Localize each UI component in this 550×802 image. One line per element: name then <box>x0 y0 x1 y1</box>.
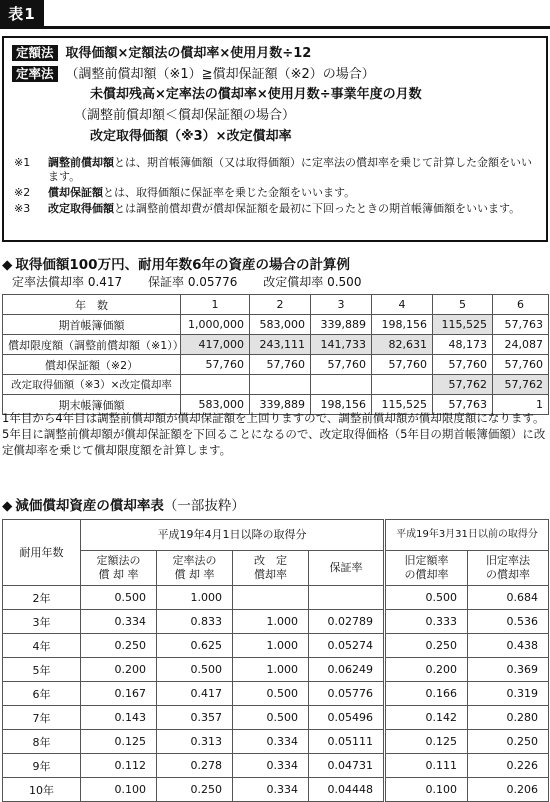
table-row <box>3 706 549 730</box>
value-cell <box>181 375 250 395</box>
note-mark: ※1 <box>14 156 31 169</box>
rate-cell: 0.100 <box>81 778 157 802</box>
value-cell: 57,760 <box>311 355 372 375</box>
column-header <box>314 561 378 575</box>
group-header-row <box>3 520 549 551</box>
rate-cell: 0.05496 <box>309 706 385 730</box>
rate-cell: 0.05274 <box>309 634 385 658</box>
guarantee-rate: 保証率 0.05776 <box>148 275 238 289</box>
header-cell: 4 <box>372 295 433 315</box>
useful-life-cell: 3年 <box>3 610 81 634</box>
value-cell: 198,156 <box>372 315 433 335</box>
column-header-line: 保証率 <box>329 561 363 575</box>
rate-cell <box>233 586 309 610</box>
column-header <box>162 554 227 582</box>
value-cell <box>311 375 372 395</box>
group-header-old: 平成19年3月31日以前の取得分 <box>385 520 549 551</box>
rate-cell: 0.500 <box>157 658 233 682</box>
straight-line-formula <box>12 45 311 62</box>
useful-life-cell: 8年 <box>3 730 81 754</box>
rate-cell: 0.280 <box>468 706 549 730</box>
column-header <box>238 554 303 582</box>
note-text: とは、期首帳簿価額（又は取得価額）に定率法の償却率を乗じて計算した金額をいいます。 <box>48 156 532 183</box>
rate-cell: 0.04448 <box>309 778 385 802</box>
note-3 <box>14 202 538 216</box>
column-header-line: 定額法の 償 却 率 <box>96 554 141 582</box>
group-header-new: 平成19年4月1日以降の取得分 <box>81 520 385 551</box>
rate-summary <box>12 273 383 290</box>
row-label: 償却限度額（調整前償却額（※1）） <box>3 335 181 355</box>
declining-condition-1: （調整前償却額（※1）≧償却保証額（※2）の場合） <box>65 67 375 82</box>
table-row <box>3 586 549 610</box>
table-row <box>3 658 549 682</box>
row-label: 改定取得価額（※3）×改定償却率 <box>3 375 181 395</box>
note-term: 償却保証額 <box>48 186 103 199</box>
table-row <box>3 778 549 802</box>
formula-box <box>2 36 548 242</box>
rate-cell: 0.250 <box>157 778 233 802</box>
rate-cell <box>309 586 385 610</box>
rate-cell: 0.112 <box>81 754 157 778</box>
row-label: 期末帳簿価額 <box>3 395 181 415</box>
table-row <box>3 610 549 634</box>
note-term: 調整前償却額 <box>48 156 114 169</box>
rate-cell: 0.05776 <box>309 682 385 706</box>
section-subtitle: （一部抜粋） <box>163 498 245 514</box>
section-title-rate-table <box>2 494 245 514</box>
rate-cell: 0.536 <box>468 610 549 634</box>
rate-cell: 0.167 <box>81 682 157 706</box>
rate-cell: 0.04731 <box>309 754 385 778</box>
column-header-row <box>3 551 549 586</box>
value-cell: 339,889 <box>250 395 311 415</box>
rate-cell: 0.334 <box>233 730 309 754</box>
value-cell: 583,000 <box>250 315 311 335</box>
calculation-example-table <box>2 294 549 415</box>
rate-cell: 0.625 <box>157 634 233 658</box>
rate-cell: 0.438 <box>468 634 549 658</box>
rate-cell: 0.05111 <box>309 730 385 754</box>
useful-life-cell: 4年 <box>3 634 81 658</box>
section-title-example <box>2 253 350 273</box>
note-1 <box>14 156 538 184</box>
rate-cell: 0.250 <box>385 634 468 658</box>
rate-cell: 1.000 <box>233 610 309 634</box>
explanation-paragraph: 1年目から4年目は調整前償却額が償却保証額を上回りますので、調整前償却額が償却限度額になります。5年目に調整前償却額が償却保証額を下回ることになるので、改定取得価格（5年目の期首帳簿価額）に改定償却率を乗じて償却限度額を計算します。 <box>2 411 546 457</box>
value-cell: 115,525 <box>372 395 433 415</box>
revised-rate: 改定償却率 0.500 <box>263 275 362 289</box>
rate-cell: 1.000 <box>157 586 233 610</box>
table-row <box>3 634 549 658</box>
value-cell: 115,525 <box>433 315 493 335</box>
note-term: 改定取得価額 <box>48 202 114 215</box>
useful-life-cell: 10年 <box>3 778 81 802</box>
diamond-bullet-icon: ◆ <box>2 257 13 273</box>
header-cell: 5 <box>433 295 493 315</box>
rate-cell: 0.200 <box>385 658 468 682</box>
rate-cell: 1.000 <box>233 634 309 658</box>
note-text: とは、取得価額に保証率を乗じた金額をいいます。 <box>103 186 356 199</box>
rate-cell: 0.319 <box>468 682 549 706</box>
value-cell: 82,631 <box>372 335 433 355</box>
rate-cell: 0.125 <box>81 730 157 754</box>
rate-cell: 0.143 <box>81 706 157 730</box>
rate-cell: 0.166 <box>385 682 468 706</box>
value-cell: 583,000 <box>181 395 250 415</box>
rate-cell: 0.369 <box>468 658 549 682</box>
rate-cell: 0.111 <box>385 754 468 778</box>
rate-cell: 0.500 <box>233 706 309 730</box>
value-cell: 57,760 <box>250 355 311 375</box>
rate-cell: 0.357 <box>157 706 233 730</box>
rate-cell: 0.334 <box>233 754 309 778</box>
declining-formula-2: 改定取得価額（※3）×改定償却率 <box>90 129 292 144</box>
note-text: とは調整前償却費が償却保証額を最初に下回ったときの期首帳簿価額をいいます。 <box>114 202 521 215</box>
useful-life-cell: 2年 <box>3 586 81 610</box>
declining-tag: 定率法 <box>12 66 58 82</box>
row-label: 期首帳簿価額 <box>3 315 181 335</box>
table-header <box>0 0 550 28</box>
table-row <box>3 730 549 754</box>
value-cell: 1 <box>493 395 549 415</box>
value-cell: 57,763 <box>493 315 549 335</box>
column-header-line: 改 定 償却率 <box>254 554 287 582</box>
header-rule <box>0 26 550 29</box>
rate-cell: 0.500 <box>385 586 468 610</box>
column-header <box>391 554 462 582</box>
useful-life-cell: 5年 <box>3 658 81 682</box>
declining-rate: 定率法償却率 0.417 <box>12 275 123 289</box>
column-header <box>473 554 543 582</box>
value-cell: 57,760 <box>181 355 250 375</box>
rate-cell: 0.684 <box>468 586 549 610</box>
column-header-line: 定率法の 償 却 率 <box>172 554 217 582</box>
value-cell: 57,760 <box>372 355 433 375</box>
column-header-line: 旧定額率 の償却率 <box>404 554 449 582</box>
rate-cell: 0.125 <box>385 730 468 754</box>
section-title-text: 減価償却資産の償却率表 <box>15 498 164 514</box>
value-cell: 57,760 <box>493 355 549 375</box>
value-cell <box>250 375 311 395</box>
rate-cell: 0.02789 <box>309 610 385 634</box>
value-cell: 141,733 <box>311 335 372 355</box>
rate-cell: 0.500 <box>233 682 309 706</box>
note-mark: ※3 <box>14 202 31 215</box>
rate-table-body <box>3 586 549 802</box>
value-cell <box>372 375 433 395</box>
table-number-label: 表1 <box>0 0 44 27</box>
table-row <box>3 355 549 375</box>
declining-formula-condition <box>12 66 375 83</box>
table-row <box>3 335 549 355</box>
useful-life-cell: 9年 <box>3 754 81 778</box>
note-mark: ※2 <box>14 186 31 199</box>
value-cell: 24,087 <box>493 335 549 355</box>
declining-formula-1: 未償却残高×定率法の償却率×使用月数÷事業年度の月数 <box>90 87 422 102</box>
value-cell: 57,762 <box>493 375 549 395</box>
header-cell: 年 数 <box>3 295 181 315</box>
useful-life-cell: 7年 <box>3 706 81 730</box>
value-cell: 243,111 <box>250 335 311 355</box>
row-label: 償却保証額（※2） <box>3 355 181 375</box>
header-cell: 3 <box>311 295 372 315</box>
rate-cell: 0.226 <box>468 754 549 778</box>
rate-cell: 0.250 <box>468 730 549 754</box>
table-row <box>3 375 549 395</box>
depreciation-rate-table <box>2 519 549 802</box>
rate-cell: 0.334 <box>81 610 157 634</box>
rate-cell: 0.250 <box>81 634 157 658</box>
rate-cell: 0.142 <box>385 706 468 730</box>
table-row <box>3 315 549 335</box>
header-cell: 1 <box>181 295 250 315</box>
column-header-line: 旧定率法 の償却率 <box>486 554 530 582</box>
straight-line-text: 取得価額×定額法の償却率×使用月数÷12 <box>65 46 312 61</box>
note-2 <box>14 186 538 200</box>
table-row <box>3 754 549 778</box>
value-cell: 417,000 <box>181 335 250 355</box>
useful-life-cell: 6年 <box>3 682 81 706</box>
table-header-row <box>3 295 549 315</box>
header-cell: 2 <box>250 295 311 315</box>
rate-cell: 0.417 <box>157 682 233 706</box>
rate-cell: 0.100 <box>385 778 468 802</box>
rate-cell: 0.206 <box>468 778 549 802</box>
value-cell: 57,760 <box>433 355 493 375</box>
table-row <box>3 682 549 706</box>
rate-cell: 0.278 <box>157 754 233 778</box>
value-cell: 57,763 <box>433 395 493 415</box>
value-cell: 48,173 <box>433 335 493 355</box>
rate-cell: 0.313 <box>157 730 233 754</box>
column-header <box>86 554 151 582</box>
rate-cell: 0.200 <box>81 658 157 682</box>
diamond-bullet-icon: ◆ <box>2 498 13 514</box>
rate-cell: 0.06249 <box>309 658 385 682</box>
straight-line-tag: 定額法 <box>12 45 58 61</box>
rate-cell: 0.833 <box>157 610 233 634</box>
value-cell: 198,156 <box>311 395 372 415</box>
section-title-text: 取得価額100万円、耐用年数6年の資産の場合の計算例 <box>15 257 350 273</box>
rate-cell: 0.333 <box>385 610 468 634</box>
value-cell: 57,762 <box>433 375 493 395</box>
rate-cell: 0.334 <box>233 778 309 802</box>
rate-cell: 1.000 <box>233 658 309 682</box>
header-cell: 6 <box>493 295 549 315</box>
value-cell: 1,000,000 <box>181 315 250 335</box>
declining-condition-2: （調整前償却額＜償却保証額の場合） <box>74 108 296 123</box>
value-cell: 339,889 <box>311 315 372 335</box>
rate-cell: 0.500 <box>81 586 157 610</box>
useful-life-header: 耐用年数 <box>3 520 81 586</box>
